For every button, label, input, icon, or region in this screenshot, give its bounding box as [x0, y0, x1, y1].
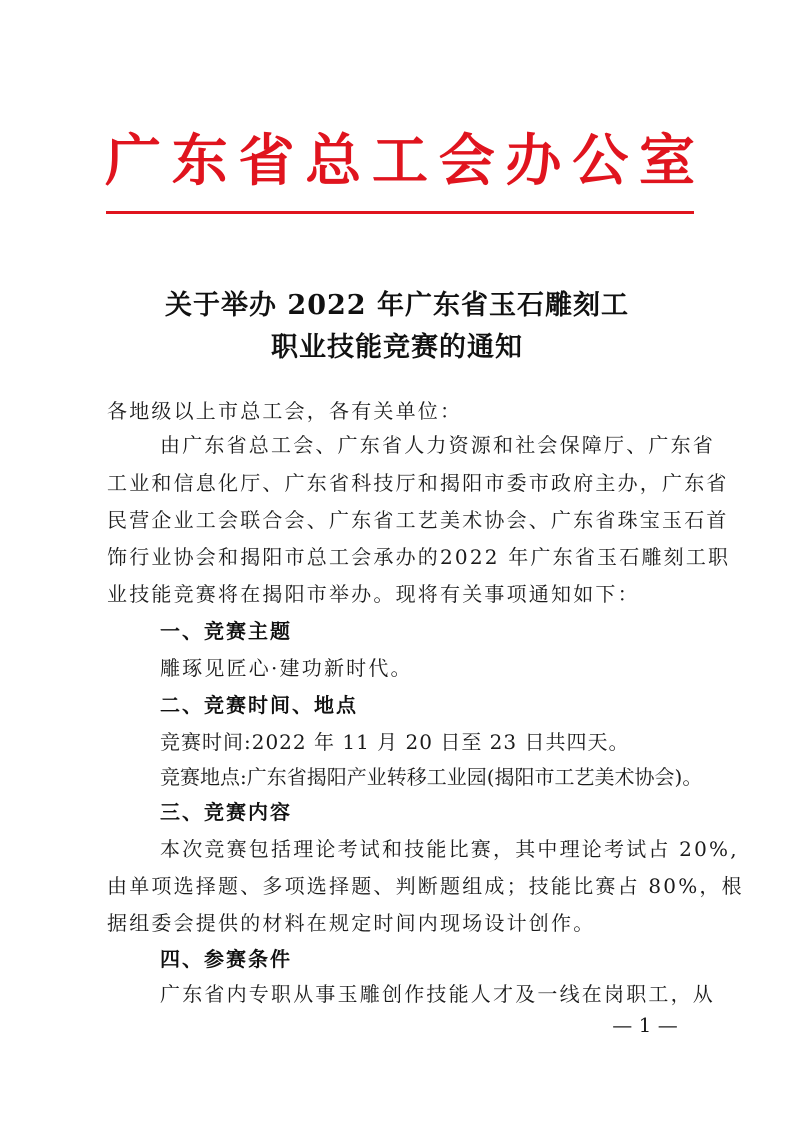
letterhead-char: 公	[572, 128, 629, 194]
intro-line: 饰行业协会和揭阳市总工会承办的2022 年广东省玉石雕刻工职	[107, 545, 731, 569]
letterhead-char: 省	[238, 128, 295, 194]
section-text: 由单项选择题、多项选择题、判断题组成；技能比赛占 80%，根	[107, 874, 744, 898]
intro-line: 民营企业工会联合会、广东省工艺美术协会、广东省珠宝玉石首	[107, 508, 729, 532]
letterhead-char: 东	[171, 128, 228, 194]
letterhead-char: 会	[438, 128, 495, 194]
document-title-line2: 职业技能竞赛的通知	[271, 332, 523, 363]
letterhead-title	[105, 126, 695, 196]
intro-line: 工业和信息化厅、广东省科技厅和揭阳市委市政府主办，广东省	[107, 471, 729, 495]
section-text: 雕琢见匠心·建功新时代。	[160, 656, 413, 680]
section-text: 据组委会提供的材料在规定时间内现场设计创作。	[107, 911, 596, 935]
document-title-line1: 关于举办 2022 年广东省玉石雕刻工	[165, 290, 629, 321]
section-text: 竞赛地点:广东省揭阳产业转移工业园(揭阳市工艺美术协会)。	[160, 765, 703, 789]
salutation: 各地级以上市总工会，各有关单位：	[107, 399, 463, 423]
section-text: 本次竞赛包括理论考试和技能比赛，其中理论考试占 20%,	[160, 837, 739, 861]
intro-line: 由广东省总工会、广东省人力资源和社会保障厅、广东省	[160, 433, 715, 457]
letterhead-char: 办	[505, 128, 562, 194]
section-heading: 一、竞赛主题	[160, 619, 292, 643]
letterhead-divider	[106, 211, 694, 214]
section-text: 广东省内专职从事玉雕创作技能人才及一线在岗职工，从	[160, 982, 715, 1006]
letterhead-char: 广	[105, 128, 161, 194]
letterhead-char: 总	[305, 128, 362, 194]
section-heading: 二、竞赛时间、地点	[160, 693, 358, 717]
section-heading: 三、竞赛内容	[160, 800, 292, 824]
letterhead-char: 工	[372, 128, 428, 194]
letterhead-char: 室	[639, 128, 695, 194]
section-text: 竞赛时间:2022 年 11 月 20 日至 23 日共四天。	[160, 730, 630, 754]
intro-line: 业技能竞赛将在揭阳市举办。现将有关事项通知如下：	[107, 582, 640, 606]
section-heading: 四、参赛条件	[160, 947, 292, 971]
page-number: — 1 —	[612, 1013, 678, 1037]
